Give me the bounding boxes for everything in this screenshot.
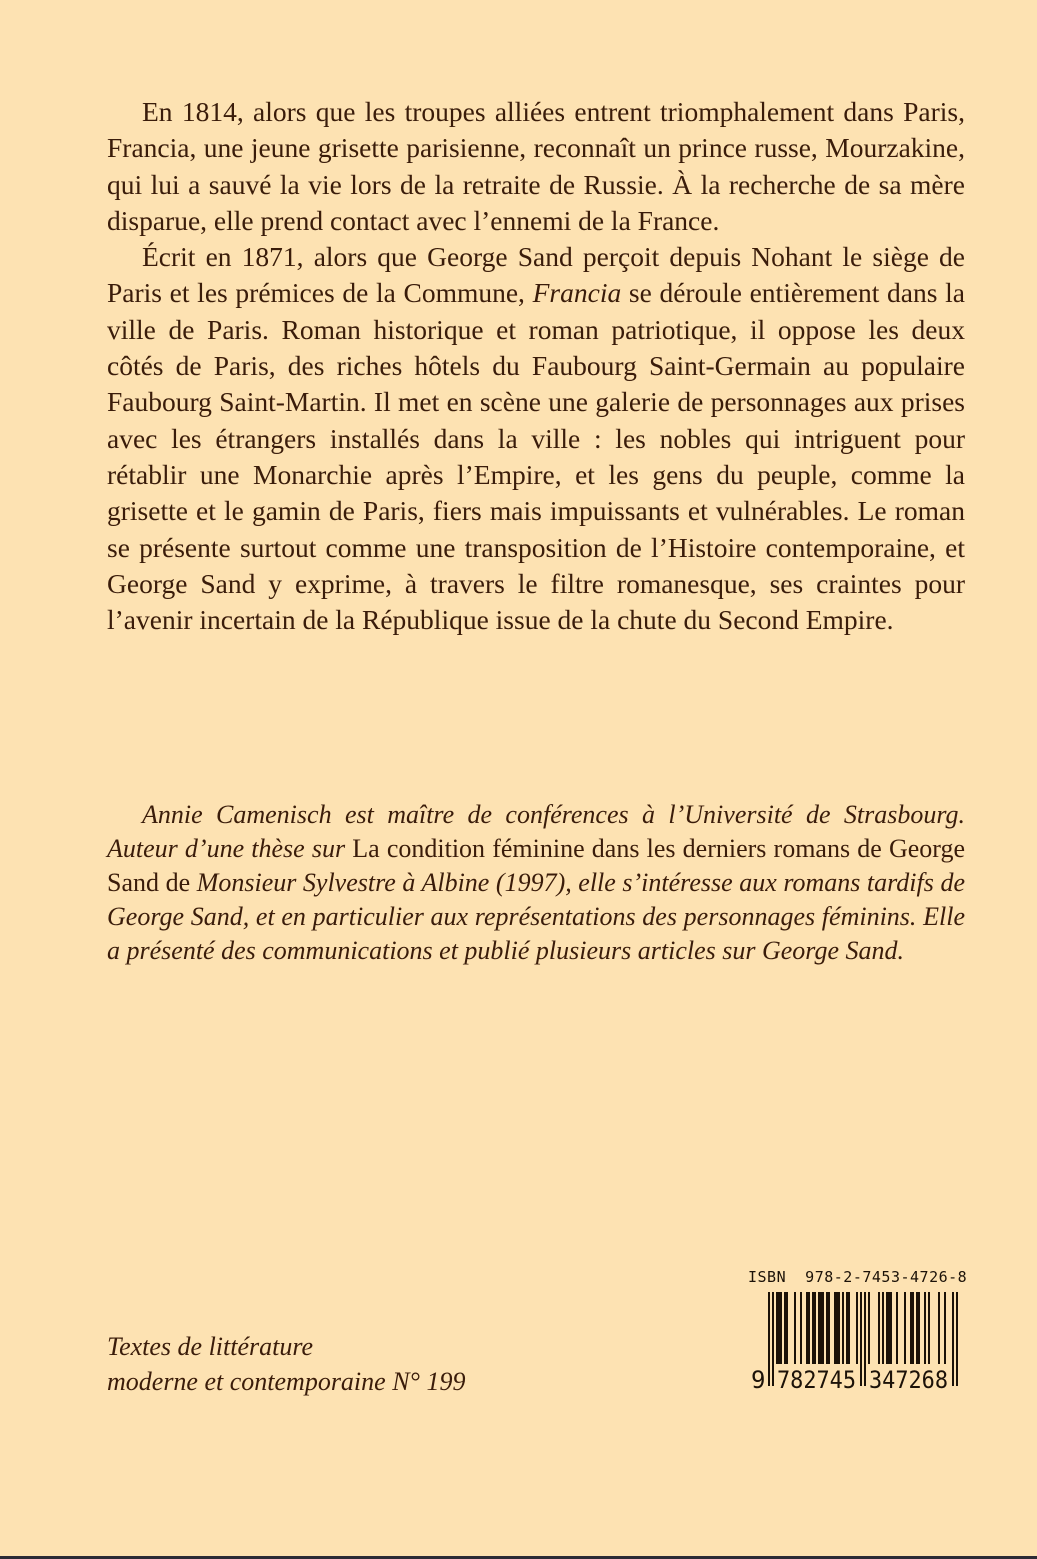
barcode-digit-lead: 9 bbox=[751, 1366, 766, 1394]
isbn-barcode-block bbox=[733, 1268, 973, 1396]
barcode-digits-right: 347268 bbox=[869, 1366, 948, 1394]
synopsis-text bbox=[107, 94, 965, 638]
text-segment: se déroule entièrement dans la ville de Paris. Roman historique et roman patriotique, il oppose les deux côtés de Paris, des riches hôtels du Faubourg Saint-Germain au populaire Faubourg Saint-Martin. Il met en scène une galerie de personnages aux prises avec les étrangers installés dans la ville : les nobles qui intriguent pour rétablir une Monarchie après l’Empire, et les gens du peuple, comme la grisette et le gamin de Paris, fiers mais impuissants et vulnérables. Le roman se présente surtout comme une transposition de l’Histoire contemporaine, et George Sand y exprime, à travers le filtre romanesque, ses craintes pour l’avenir incertain de la République issue de la chute du Second Empire. bbox=[107, 277, 965, 636]
text-segment: Écrit en 1871, alors que George Sand perçoit depuis Nohant le siège de Paris et les prémices de la Commune, bbox=[107, 241, 965, 309]
author-bio bbox=[107, 798, 965, 968]
text-segment: Francia bbox=[532, 277, 622, 309]
synopsis-paragraph-2 bbox=[107, 239, 965, 638]
series-title: Textes de littérature bbox=[107, 1332, 314, 1361]
text-segment: La condition féminine dans les derniers romans de George Sand de bbox=[107, 834, 965, 897]
text-segment: Annie Camenisch est maître de conférences à l’Université de Strasbourg. Auteur d’une thèse sur bbox=[107, 800, 965, 863]
barcode-digits-left: 782745 bbox=[777, 1366, 856, 1394]
text-segment: Monsieur Sylvestre à Albine (1997), elle s’intéresse aux romans tardifs de George Sand, et en particulier aux représentations des personnages féminins. Elle a présenté des communications et publié plusieurs articles sur George Sand. bbox=[107, 868, 965, 965]
ean13-barcode bbox=[748, 1292, 960, 1394]
series-number: moderne et contemporaine N° 199 bbox=[107, 1366, 466, 1396]
synopsis-paragraph-1: En 1814, alors que les troupes alliées entrent triomphalement dans Paris, Francia, une jeune grisette parisienne, reconnaît un prince russe, Mourzakine, qui lui a sauvé la vie lors de la retraite de Russie. À la recherche de sa mère disparue, elle prend contact avec l’ennemi de la France. bbox=[107, 96, 965, 236]
isbn-label: ISBN 978-2-7453-4726-8 bbox=[748, 1268, 968, 1286]
series-info bbox=[107, 1330, 465, 1399]
